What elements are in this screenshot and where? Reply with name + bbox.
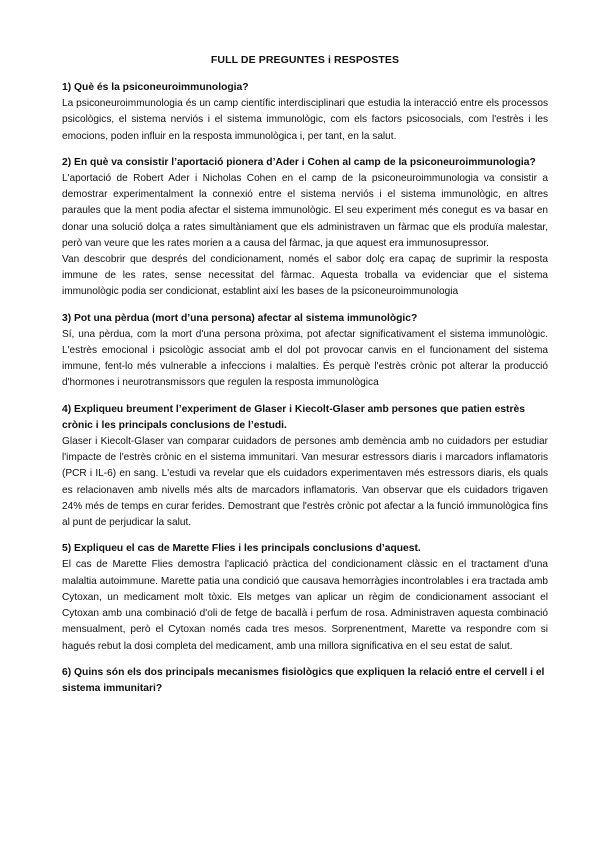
answer-5-paragraph-1: El cas de Marette Flies demostra l'aplicació pràctica del condicionament clàssic en el tractament d'una malaltia autoimmune. Marette patia una condició que causava hemorràgies incontrolables i era tractada amb Cytoxan, un medicament molt tòxic. Els metges van aplicar un règim de condicionament associant el Cytoxan amb una combinació d'oli de fetge de bacallà i perfum de rosa. Administraven aquesta combinació mensualment, però el Cytoxan només cada tres mesos. Sorprenentment, Marette va respondre com si hagués rebut la dosi completa del medicament, amb una millora significativa en el seu estat de salut. — [62, 559, 548, 652]
qa-section-2 — [62, 155, 548, 301]
question-5: 5) Expliqueu el cas de Marette Flies i les principals conclusions d’aquest. — [62, 543, 421, 555]
answer-3-paragraph-1: Sí, una pèrdua, com la mort d'una persona pròxima, pot afectar significativament el sistema immunològic. L'estrès emocional i psicològic associat amb el dol pot provocar canvis en el funcionament del sistema immune, fent-lo més vulnerable a infeccions i malalties. És perquè l'estrès crònic pot alterar la producció d'hormones i neurotransmissors que regulen la resposta immunològica — [62, 328, 548, 389]
document-title: FULL DE PREGUNTES i RESPOSTES — [210, 54, 400, 66]
qa-section-3 — [62, 311, 548, 392]
qa-section-6 — [62, 665, 548, 697]
answer-2-paragraph-2: Van descobrir que després del condicionament, només el sabor dolç era capaç de suprimir la resposta immune de les rates, sense necessitat del fàrmac. Aquesta troballa va evidenciar que el sistema immunològic podia ser condicionat, establint així les bases de la psiconeuroimmunologia — [62, 254, 548, 298]
answer-1-paragraph-1: La psiconeuroimmunologia és un camp científic interdisciplinari que estudia la interacció entre els processos psicològics, el sistema nerviós i el sistema immunològic, com els factors psicosocials, com l'estrès i les emocions, poden influir en la resposta immunològica i, per tant, en la salut. — [62, 98, 548, 142]
answer-4-paragraph-1: Glaser i Kiecolt-Glaser van comparar cuidadors de persones amb demència amb no cuidadors per estudiar l'impacte de l'estrès crònic en el sistema immunitari. Van mesurar estressors diaris i marcadors inflamatoris (PCR i IL-6) en sang. L'estudi va revelar que els cuidadors experimentaven més estressors diaris, els quals es relacionaven amb nivells més alts de marcadors inflamatoris. Van observar que els cuidadors trigaven 24% més de temps en curar ferides. Demostrant que l'estrès crònic pot afectar a la funció immunològica fins al punt de perjudicar la salut. — [62, 436, 548, 529]
qa-section-1 — [62, 80, 548, 145]
qa-section-5 — [62, 541, 548, 654]
question-3: 3) Pot una pèrdua (mort d’una persona) afectar al sistema immunològic? — [62, 312, 418, 324]
answer-2-paragraph-1: L'aportació de Robert Ader i Nicholas Cohen en el camp de la psiconeuroimmunologia va consistir a demostrar experimentalment la connexió entre el sistema nerviós i el sistema immunològic, en altres paraules que la ment podia afectar el sistema immunològic. El seu experiment més conegut es va basar en donar una solució dolça a rates simultàniament que els administraven un fàrmac que els produïa malestar, però van veure que les rates morien a a causa del fàrmac, ja que aquest era immunosupressor. — [62, 173, 548, 249]
question-2: 2) En què va consistir l’aportació pionera d’Ader i Cohen al camp de la psiconeuroimmunologia? — [62, 156, 536, 168]
question-4: 4) Expliqueu breument l’experiment de Glaser i Kiecolt-Glaser amb persones que patien estrès crònic i les principals conclusions de l’estudi. — [62, 403, 525, 431]
question-1: 1) Què és la psiconeuroimmunologia? — [62, 82, 249, 93]
qa-section-4 — [62, 402, 548, 532]
question-6: 6) Quins són els dos principals mecanismes fisiològics que expliquen la relació entre el cervell i el sistema immunitari? — [62, 666, 545, 694]
